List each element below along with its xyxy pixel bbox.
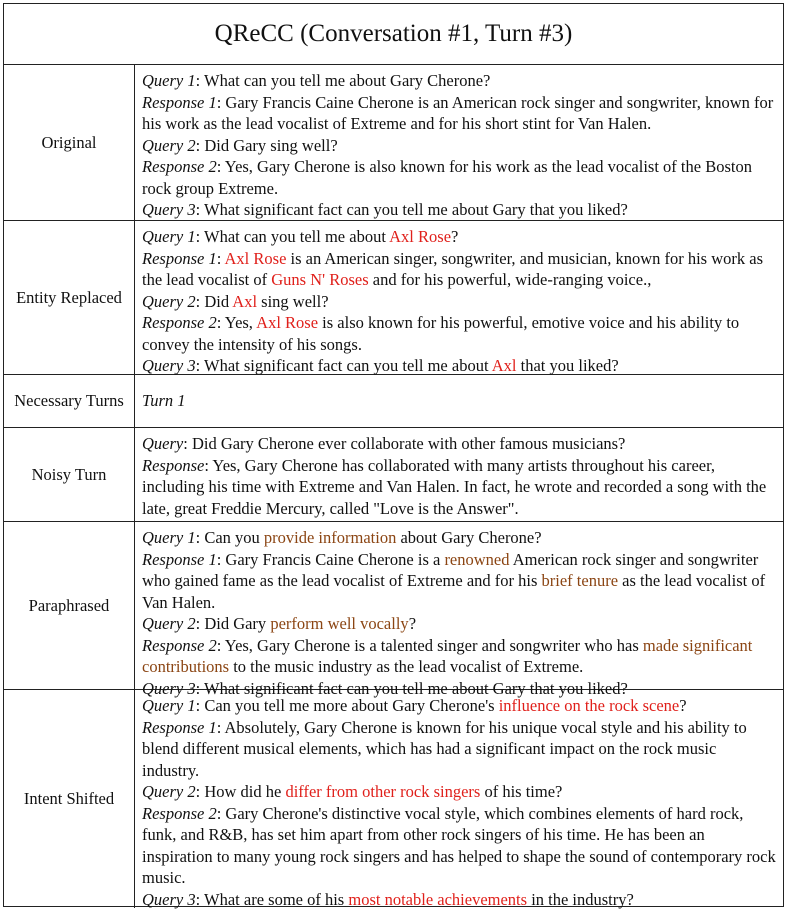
turn-key: Query (142, 434, 184, 453)
highlighted-text: influence on the rock scene (498, 696, 680, 715)
row-noisy-turn (4, 428, 783, 522)
text-segment: that you liked? (516, 356, 619, 375)
text-segment: ? (679, 696, 687, 715)
row-content (135, 65, 783, 220)
turn-key: Query 2 (142, 782, 196, 801)
content-line (142, 695, 777, 717)
text-segment: : What can you tell me about Gary Cherone? (195, 71, 491, 90)
content-line (142, 889, 777, 911)
turn-key: Query 3 (142, 889, 196, 909)
highlighted-text: Axl Rose (256, 313, 319, 332)
turn-key: Response 2 (142, 635, 217, 655)
table-title: QReCC (Conversation #1, Turn #3) (4, 4, 783, 65)
text-segment: : How did he (195, 782, 286, 801)
row-label: Paraphrased (4, 522, 135, 689)
text-segment: : Gary Francis Caine Cherone is an American rock singer and songwriter, known for his work as the lead vocalist of Extreme and for his short stint for Van Halen. (142, 92, 774, 133)
text-segment: : Can you (195, 528, 264, 547)
text-segment: : Gary Francis Caine Cherone is a (216, 549, 445, 569)
row-label: Necessary Turns (4, 375, 135, 427)
text-segment: ? (408, 614, 417, 633)
text-segment: : Yes, Gary Cherone has collaborated with many artists throughout his career, including his time with Extreme and Van Halen. In fact, he wrote and recorded a song with the late, great Freddie Mercury, called "Love is the Answer". (142, 455, 767, 518)
content-line (142, 291, 777, 313)
turn-key: Query 1 (142, 227, 196, 246)
row-label: Intent Shifted (4, 690, 135, 908)
highlighted-text: Axl (491, 356, 517, 375)
turn-key: Query 1 (142, 528, 196, 547)
turn-key: Query 2 (142, 614, 196, 633)
text-segment: : Yes, Gary Cherone is a talented singer and songwriter who has (216, 635, 643, 655)
highlighted-text: Axl (232, 291, 258, 311)
text-segment: about Gary Cherone? (396, 528, 542, 547)
content-line (142, 92, 777, 135)
content-line (142, 549, 777, 614)
text-segment: : Did Gary Cherone ever collaborate with other famous musicians? (183, 434, 626, 453)
highlighted-text: most notable achievements (348, 889, 528, 909)
text-segment: : Can you tell me more about Gary Cherone's (195, 696, 499, 715)
text-segment: American rock singer and songwriter who gained fame as the lead vocalist of Extreme and for his (142, 549, 759, 590)
text-segment: is also known for his powerful, emotive voice and his ability to convey the intensity of his songs. (142, 313, 740, 354)
content-line (142, 390, 186, 412)
content-line (142, 613, 777, 635)
content-line (142, 781, 777, 803)
turn-key: Response 2 (142, 803, 217, 823)
row-original (4, 65, 783, 221)
content-line (142, 455, 777, 520)
content-line (142, 433, 777, 455)
row-label: Entity Replaced (4, 221, 135, 374)
content-line (142, 156, 777, 199)
turn-key: Query 3 (142, 356, 196, 375)
content-line (142, 226, 777, 248)
turn-key: Query 3 (142, 678, 196, 698)
row-content (135, 375, 783, 427)
turn-key: Query 2 (142, 135, 196, 155)
highlighted-text: Axl Rose (389, 227, 452, 246)
comparison-table (3, 3, 784, 907)
turn-key: Turn 1 (142, 391, 186, 411)
content-line (142, 527, 777, 549)
highlighted-text: brief tenure (541, 571, 619, 590)
text-segment: and for his powerful, wide-ranging voice., (368, 270, 652, 289)
text-segment: : (216, 248, 225, 268)
text-segment: : Absolutely, Gary Cherone is known for his unique vocal style and his ability to blend different musical elements, which has had a significant impact on the rock music industry. (142, 717, 747, 780)
turn-key: Response 2 (142, 313, 217, 332)
row-paraphrased (4, 522, 783, 698)
turn-key: Response 1 (142, 248, 217, 268)
row-content (135, 221, 783, 374)
text-segment: : What are some of his (195, 889, 349, 909)
text-segment: : Did (195, 291, 233, 311)
highlighted-text: Guns N' Roses (271, 270, 369, 289)
text-segment: sing well? (257, 291, 329, 311)
turn-key: Response 1 (142, 92, 217, 112)
highlighted-text: made significant contributions (142, 635, 753, 676)
content-line (142, 135, 777, 157)
content-line (142, 803, 777, 889)
turn-key: Query 2 (142, 291, 196, 311)
text-segment: : Did Gary (195, 614, 271, 633)
text-segment: : What significant fact can you tell me about Gary that you liked? (195, 678, 628, 698)
row-content (135, 522, 783, 698)
text-segment: as the lead vocalist of Van Halen. (142, 571, 766, 612)
row-label: Noisy Turn (4, 428, 135, 521)
turn-key: Response 1 (142, 717, 217, 737)
turn-key: Query 1 (142, 71, 196, 90)
text-segment: is an American singer, songwriter, and musician, known for his work as the lead vocalist of (142, 248, 764, 289)
turn-key: Query 3 (142, 200, 196, 219)
highlighted-text: perform well vocally (270, 614, 409, 633)
turn-key: Response 2 (142, 157, 217, 176)
text-segment: : Yes, (216, 313, 257, 332)
turn-key: Response (142, 455, 205, 475)
text-segment: to the music industry as the lead vocalist of Extreme. (229, 657, 584, 676)
row-content (135, 690, 783, 908)
highlighted-text: renowned (444, 549, 510, 569)
text-segment: : Gary Cherone's distinctive vocal style, which combines elements of hard rock, funk, and R&B, has set him apart from other rock singers of his time. He has been an inspiration to many young rock singers and has helped to shape the sound of contemporary rock music. (142, 803, 776, 887)
turn-key: Query 1 (142, 696, 196, 715)
text-segment: : Yes, Gary Cherone is also known for his work as the lead vocalist of the Boston rock group Extreme. (142, 157, 752, 198)
highlighted-text: differ from other rock singers (285, 782, 481, 801)
content-line (142, 199, 777, 221)
content-line (142, 355, 777, 377)
row-intent-shifted (4, 690, 783, 908)
text-segment: in the industry? (527, 889, 634, 909)
text-segment: of his time? (480, 782, 563, 801)
highlighted-text: Axl Rose (224, 248, 287, 268)
row-content (135, 428, 783, 521)
content-line (142, 312, 777, 355)
text-segment: : What can you tell me about (195, 227, 390, 246)
content-line (142, 248, 777, 291)
turn-key: Response 1 (142, 549, 217, 569)
text-segment: ? (451, 227, 459, 246)
text-segment: : What significant fact can you tell me about (195, 356, 492, 375)
text-segment: : What significant fact can you tell me about Gary that you liked? (195, 200, 628, 219)
content-line (142, 717, 777, 782)
row-label: Original (4, 65, 135, 220)
content-line (142, 635, 777, 678)
highlighted-text: provide information (263, 528, 397, 547)
row-entity-replaced (4, 221, 783, 375)
row-necessary-turns (4, 375, 783, 428)
text-segment: : Did Gary sing well? (195, 135, 338, 155)
content-line (142, 70, 777, 92)
